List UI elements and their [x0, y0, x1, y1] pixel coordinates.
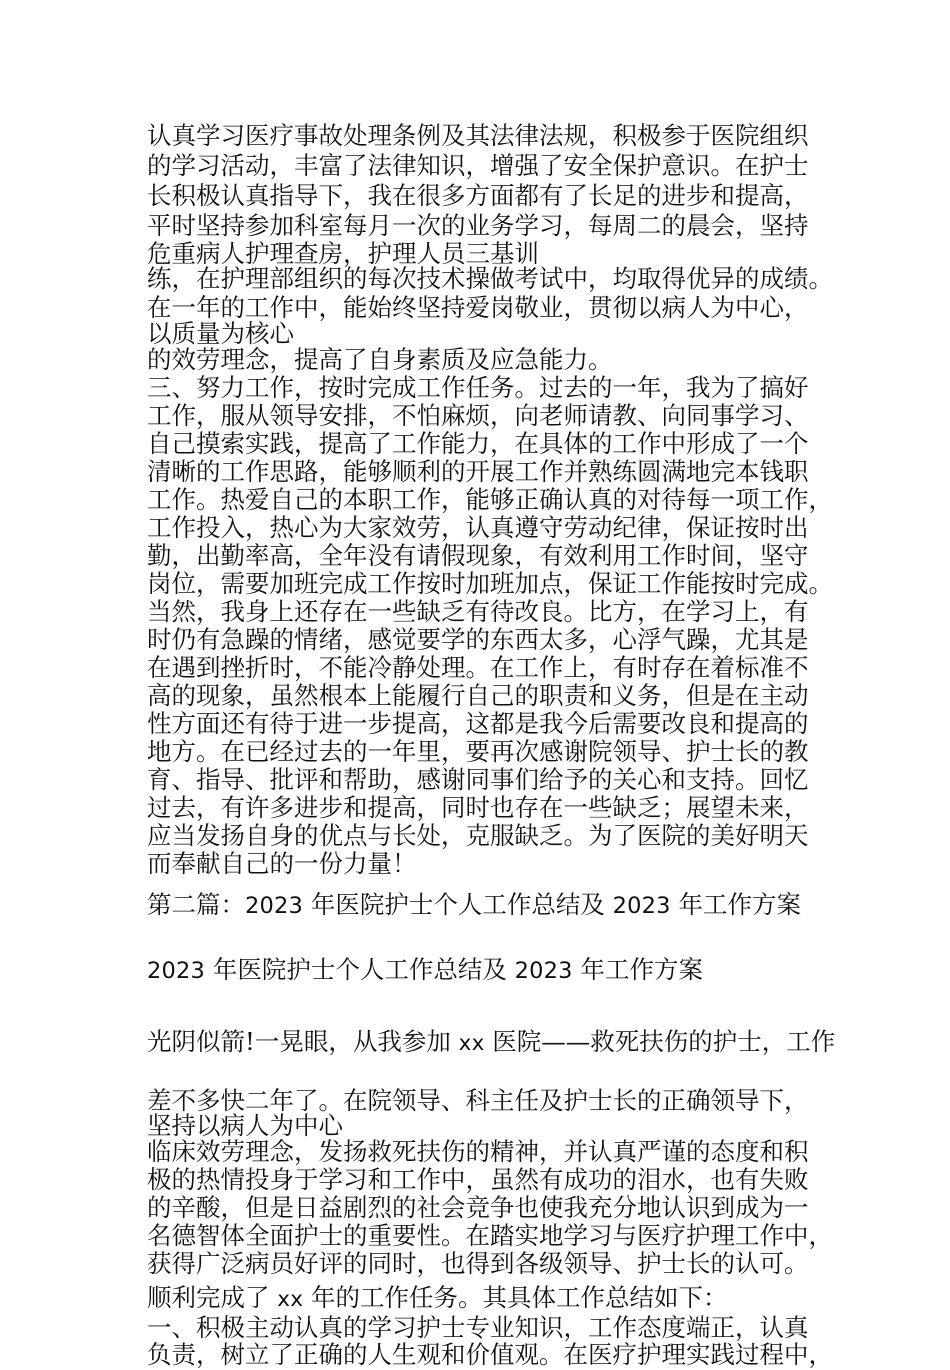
body-text-line: 应当发扬自身的优点与长处，克服缺乏。为了医院的美好明天: [147, 821, 809, 850]
body-text-line: 获得广泛病员好评的同时，也得到各级领导、护士长的认可。: [147, 1249, 809, 1278]
body-text-line: 岗位，需要加班完成工作按时加班加点，保证工作能按时完成。: [147, 569, 833, 598]
body-text-line: 勤，出勤率高，全年没有请假现象，有效利用工作时间，坚守: [147, 541, 809, 570]
body-text-line: 性方面还有待于进一步提高，这都是我今后需要改良和提高的: [147, 709, 809, 738]
body-text-line: 地方。在已经过去的一年里，要再次感谢院领导、护士长的教: [147, 737, 809, 766]
section-heading: [147, 890, 801, 921]
document-title: [147, 955, 703, 986]
completion-line: [147, 1283, 727, 1315]
body-text-line: 的学习活动，丰富了法律知识，增强了安全保护意识。在护士: [147, 151, 809, 180]
body-text-line: 长积极认真指导下，我在很多方面都有了长足的进步和提高，: [147, 181, 809, 210]
body-text-line: 工作。热爱自己的本职工作，能够正确认真的对待每一项工作，: [147, 485, 833, 514]
body-text-line: 负责，树立了正确的人生观和价值观。在医疗护理实践过程中，: [147, 1340, 833, 1369]
completion-text: 顺利完成了: [147, 1283, 278, 1312]
body-text-line: 临床效劳理念，发扬救死扶伤的精神，并认真严谨的态度和积: [147, 1137, 809, 1166]
body-text-line: 以质量为核心: [147, 319, 294, 348]
document-title-text: 年工作方案: [572, 955, 703, 984]
body-text-line: 坚持以病人为中心: [147, 1111, 343, 1140]
body-text-line: 育、指导、批评和帮助，感谢同事们给予的关心和支持。回忆: [147, 765, 809, 794]
body-text-line: 工作投入，热心为大家效劳，认真遵守劳动纪律，保证按时出: [147, 513, 809, 542]
body-text-line: 时仍有急躁的情绪，感觉要学的东西太多，心浮气躁，尤其是: [147, 625, 809, 654]
body-text-line: 差不多快二年了。在院领导、科主任及护士长的正确领导下，: [147, 1086, 809, 1115]
section-heading-text: 年工作方案: [670, 890, 801, 919]
section-heading-text: 年医院护士个人工作总结及: [303, 890, 613, 919]
body-text-line: 的辛酸，但是日益剧烈的社会竞争也使我充分地认识到成为一: [147, 1193, 809, 1222]
body-text-line: 认真学习医疗事故处理条例及其法律法规，积极参于医院组织: [147, 121, 809, 150]
intro-text: 医院——救死扶伤的护士，工作: [484, 1027, 836, 1056]
body-text-line: 而奉献自己的一份力量！: [147, 849, 417, 878]
body-text-line: 高的现象，虽然根本上能履行自己的职责和义务，但是在主动: [147, 681, 809, 710]
section-heading-year: 2023: [612, 893, 671, 919]
body-text-line: 练，在护理部组织的每次技术操做考试中，均取得优异的成绩。: [147, 264, 833, 293]
document-title-year: 2023: [514, 958, 573, 984]
body-text-line: 的效劳理念，提高了自身素质及应急能力。: [147, 345, 613, 374]
section-heading-year: 2023: [245, 893, 304, 919]
body-text-line: 一、积极主动认真的学习护士专业知识，工作态度端正，认真: [147, 1313, 809, 1342]
intro-line: [147, 1027, 835, 1059]
placeholder-text: xx: [277, 1287, 304, 1312]
body-text-line: 当然，我身上还存在一些缺乏有待改良。比方，在学习上，有: [147, 597, 809, 626]
body-text-line: 极的热情投身于学习和工作中，虽然有成功的泪水，也有失败: [147, 1165, 809, 1194]
document-title-year: 2023: [147, 958, 206, 984]
section-heading-prefix: 第二篇：: [147, 890, 245, 919]
body-text-line: 名德智体全面护士的重要性。在踏实地学习与医疗护理工作中，: [147, 1221, 833, 1250]
placeholder-text: xx: [458, 1031, 485, 1056]
body-text-line: 清晰的工作思路，能够顺利的开展工作并熟练圆满地完本钱职: [147, 457, 809, 486]
body-text-line: 三、努力工作，按时完成工作任务。过去的一年，我为了搞好: [147, 373, 809, 402]
body-text-line: 危重病人护理查房，护理人员三基训: [147, 239, 539, 268]
body-text-line: 工作，服从领导安排，不怕麻烦，向老师请教、向同事学习、: [147, 401, 809, 430]
document-title-text: 年医院护士个人工作总结及: [205, 955, 515, 984]
body-text-line: 在遇到挫折时，不能冷静处理。在工作上，有时存在着标准不: [147, 653, 809, 682]
body-text-line: 过去，有许多进步和提高，同时也存在一些缺乏；展望未来，: [147, 793, 809, 822]
body-text-line: 平时坚持参加科室每月一次的业务学习，每周二的晨会，坚持: [147, 211, 809, 240]
body-text-line: 在一年的工作中，能始终坚持爱岗敬业，贯彻以病人为中心，: [147, 293, 809, 322]
body-text-line: 自己摸索实践，提高了工作能力，在具体的工作中形成了一个: [147, 429, 809, 458]
intro-text: 光阴似箭!一晃眼，从我参加: [147, 1027, 459, 1056]
completion-text: 年的工作任务。其具体工作总结如下：: [303, 1283, 728, 1312]
